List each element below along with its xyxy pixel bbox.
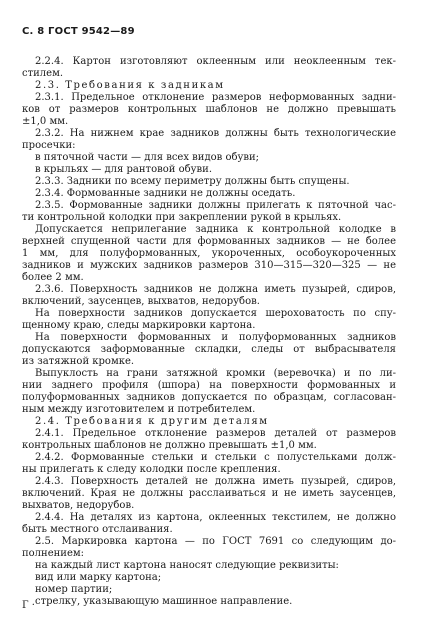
text-line: Выпуклость на грани затяжной кромки (веревочка) и по ли- xyxy=(35,368,396,379)
page-header: С. 8 ГОСТ 9542—89 xyxy=(22,26,135,37)
text-line: ны прилегать к следу колодки после крепления. xyxy=(22,464,281,475)
text-line: 2.4.1. Предельное отклонение размеров деталей от размеров xyxy=(35,428,396,439)
text-line: 2.4.2. Формованные стельки и стельки с полустельками долж- xyxy=(35,452,396,463)
text-line: полуформованных задников допускается по образцам, согласован- xyxy=(22,392,396,403)
document-body xyxy=(22,56,396,608)
text-line: задников и мужских задников размеров 310—315—320—325 — не xyxy=(22,260,396,271)
text-line: 1 мм, для полуформованных, укороченных, особоукороченных xyxy=(22,248,396,259)
text-line: На поверхности формованных и полуформованных задников xyxy=(35,332,396,343)
text-line: ков от размеров контрольных шаблонов не должно превышать xyxy=(22,104,396,115)
text-line: щенному краю, следы маркировки картона. xyxy=(22,320,256,331)
text-line: допускаются заформованные складки, следы от выбрасывателя xyxy=(22,344,396,355)
text-line: номер партии; xyxy=(35,584,113,595)
text-line: 2.3.5. Формованные задники должны прилегать к пяточной час- xyxy=(35,200,396,211)
text-line: 2.3.2. На нижнем крае задников должны быть технологические xyxy=(35,128,396,139)
text-line: нии заднего профиля (шпора) на поверхности формованных и xyxy=(22,380,396,391)
text-line: 2.3. Требования к задникам xyxy=(35,80,225,91)
text-line: Допускается неприлегание задника к контрольной колодке в xyxy=(35,224,396,235)
text-line: 2.3.6. Поверхность задников не должна иметь пузырей, сдиров, xyxy=(35,284,396,295)
text-line: из затяжной кромке. xyxy=(22,356,135,367)
text-line: стилем. xyxy=(22,68,64,79)
text-line: в пяточной части — для всех видов обуви; xyxy=(35,152,260,163)
text-line: в крыльях — для рантовой обуви. xyxy=(35,164,212,175)
text-line: включений. Края не должны расслаиваться и не иметь заусенцев, xyxy=(22,488,396,499)
page-footer-mark: Г · xyxy=(22,600,35,611)
text-line: 2.3.4. Формованные задники не должны оседать. xyxy=(35,188,296,199)
text-line: контрольных шаблонов не должно превышать ±1,0 мм. xyxy=(22,440,317,451)
text-line: выхватов, недорубов. xyxy=(22,500,135,511)
text-line: 2.3.1. Предельное отклонение размеров неформованных задни- xyxy=(35,92,396,103)
text-line: верхней спущенной части для формованных задников — не более xyxy=(22,236,396,247)
text-line: более 2 мм. xyxy=(22,272,84,283)
text-line: 2.2.4. Картон изготовляют оклеенным или неоклеенным тек- xyxy=(35,56,396,67)
text-line: На поверхности задников допускается шероховатость по спу- xyxy=(35,308,396,319)
text-line: полнением: xyxy=(22,548,85,559)
text-line: на каждый лист картона наносят следующие реквизиты: xyxy=(35,560,339,571)
text-line: включений, заусенцев, выхватов, недорубов. xyxy=(22,296,260,307)
text-line: 2.4.4. На деталях из картона, оклеенных текстилем, не должно xyxy=(35,512,396,523)
text-line: ным между изготовителем и потребителем. xyxy=(22,404,256,415)
text-line: 2.4. Требования к другим деталям xyxy=(35,416,269,427)
text-line: стрелку, указывающую машинное направление. xyxy=(35,596,293,607)
text-line: ±1,0 мм. xyxy=(22,116,69,127)
text-line: 2.3.3. Задники по всему периметру должны быть спущены. xyxy=(35,176,350,187)
text-line: быть местного отслаивания. xyxy=(22,524,173,535)
text-line: просечки: xyxy=(22,140,76,151)
text-line: 2.5. Маркировка картона — по ГОСТ 7691 со следующим до- xyxy=(35,536,396,547)
text-line: 2.4.3. Поверхность деталей не должна иметь пузырей, сдиров, xyxy=(35,476,396,487)
text-line: вид или марку картона; xyxy=(35,572,162,583)
text-line: ти контрольной колодки при закреплении рукой в крыльях. xyxy=(22,212,342,223)
